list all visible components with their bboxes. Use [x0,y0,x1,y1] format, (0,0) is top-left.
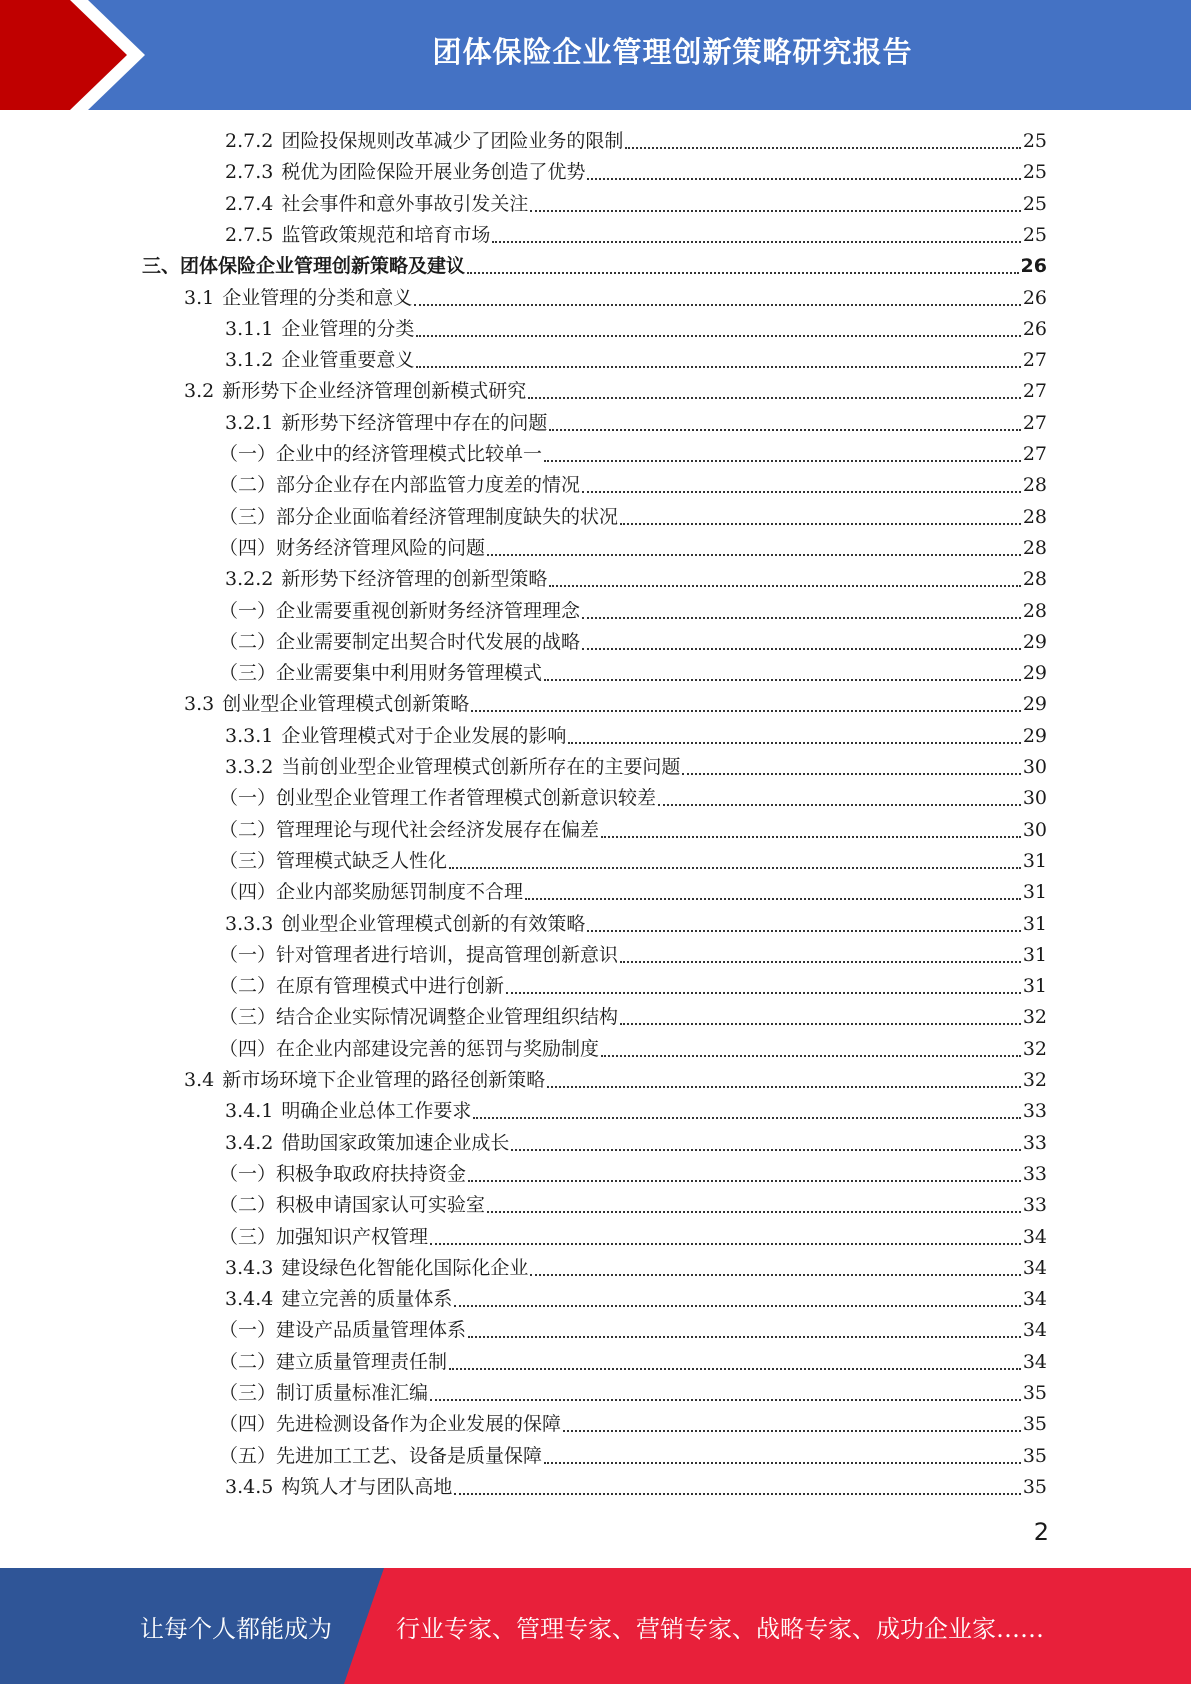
toc-entry[interactable] [219,846,1047,877]
toc-entry-number: 2.7.4 [225,193,274,215]
toc-entry-page: 29 [1022,662,1047,684]
toc-entry[interactable] [219,1034,1047,1065]
toc-dot-leader [549,585,1020,587]
toc-entry[interactable] [225,1284,1047,1315]
toc-dot-leader [430,1399,1021,1401]
toc-entry[interactable] [219,596,1047,627]
toc-entry-page: 30 [1022,756,1047,778]
toc-dot-leader [511,1149,1020,1151]
toc-entry-title: 建立完善的质量体系 [281,1288,453,1310]
toc-entry-page: 31 [1022,975,1047,997]
toc-dot-leader [530,1274,1020,1276]
toc-dot-leader [620,961,1021,963]
toc-entry[interactable] [225,345,1047,376]
toc-entry[interactable] [219,1002,1047,1033]
toc-entry[interactable] [219,877,1047,908]
toc-dot-leader [487,1211,1021,1213]
toc-dot-leader [658,804,1021,806]
toc-entry[interactable] [219,439,1047,470]
toc-entry-title: （一）创业型企业管理工作者管理模式创新意识较差 [219,787,657,809]
toc-entry-title: （四）企业内部奖励惩罚制度不合理 [219,881,524,903]
toc-dot-leader [471,710,1021,712]
toc-entry-number: 3.3.3 [225,913,274,935]
page-footer [0,1568,1191,1684]
toc-entry-page: 29 [1022,693,1047,715]
toc-dot-leader [563,1430,1021,1432]
toc-entry-number: 3.2.1 [225,412,274,434]
toc-entry-page: 28 [1022,474,1047,496]
toc-entry-title: 创业型企业管理模式创新策略 [222,693,470,715]
toc-entry-page: 34 [1022,1351,1047,1373]
toc-entry-number: 3.1 [184,287,215,309]
toc-entry-title: （四）财务经济管理风险的问题 [219,537,486,559]
toc-entry-page: 32 [1022,1038,1047,1060]
toc-entry-page: 31 [1022,850,1047,872]
toc-entry-page: 33 [1022,1100,1047,1122]
footer-slogan-left: 让每个人都能成为 [140,1614,332,1643]
toc-dot-leader [473,1117,1020,1119]
toc-dot-leader [582,491,1021,493]
toc-dot-leader [601,836,1021,838]
toc-dot-leader [467,272,1019,274]
toc-entry-page: 27 [1022,443,1047,465]
toc-entry-title: （三）部分企业面临着经济管理制度缺失的状况 [219,506,619,528]
toc-entry-title: 企业管理模式对于企业发展的影响 [281,725,567,747]
toc-dot-leader [601,1055,1021,1057]
toc-dot-leader [549,429,1020,431]
toc-entry-title: （五）先进加工工艺、设备是质量保障 [219,1445,543,1467]
toc-entry-title: （三）制订质量标准汇编 [219,1382,429,1404]
toc-entry-page: 34 [1022,1257,1047,1279]
toc-entry-title: （一）针对管理者进行培训，提高管理创新意识 [219,944,619,966]
toc-entry[interactable] [225,752,1047,783]
toc-entry-page: 29 [1022,631,1047,653]
toc-entry[interactable] [184,689,1047,720]
toc-entry-title: 社会事件和意外事故引发关注 [281,193,529,215]
toc-entry[interactable] [219,658,1047,689]
toc-entry-page: 31 [1022,944,1047,966]
toc-entry-title: （二）积极申请国家认可实验室 [219,1194,486,1216]
toc-entry-page: 33 [1022,1163,1047,1185]
toc-entry-page: 34 [1022,1319,1047,1341]
toc-entry-title: 借助国家政策加速企业成长 [281,1132,510,1154]
toc-entry-number: 3.2 [184,380,215,402]
toc-entry[interactable] [225,564,1047,595]
toc-entry[interactable] [219,815,1047,846]
toc-entry-title: （二）在原有管理模式中进行创新 [219,975,505,997]
toc-dot-leader [530,210,1020,212]
toc-dot-leader [582,617,1021,619]
toc-entry[interactable] [225,1096,1047,1127]
toc-entry-page: 28 [1022,568,1047,590]
toc-entry-number: 2.7.3 [225,161,274,183]
toc-entry-title: 建设绿色化智能化国际化企业 [281,1257,529,1279]
toc-dot-leader [468,1180,1021,1182]
toc-entry-number: 2.7.2 [225,130,274,152]
toc-entry-title: 构筑人才与团队高地 [281,1476,453,1498]
toc-entry-title: （二）企业需要制定出契合时代发展的战略 [219,631,581,653]
toc-entry[interactable] [142,251,1047,282]
toc-entry-number: 3.4.5 [225,1476,274,1498]
toc-entry-page: 31 [1022,881,1047,903]
toc-entry[interactable] [225,314,1047,345]
toc-entry[interactable] [219,783,1047,814]
toc-entry[interactable] [184,1065,1047,1096]
toc-entry-title: （三）结合企业实际情况调整企业管理组织结构 [219,1006,619,1028]
toc-dot-leader [587,178,1020,180]
toc-entry-page: 35 [1022,1413,1047,1435]
toc-entry-page: 35 [1022,1382,1047,1404]
toc-entry-page: 30 [1022,819,1047,841]
toc-dot-leader [625,147,1020,149]
toc-entry-page: 27 [1022,412,1047,434]
toc-dot-leader [449,867,1021,869]
toc-entry-title: 团险投保规则改革减少了团险业务的限制 [281,130,624,152]
toc-entry-page: 25 [1022,224,1047,246]
toc-dot-leader [449,1368,1021,1370]
toc-entry-title: （二）管理理论与现代社会经济发展存在偏差 [219,819,600,841]
toc-entry[interactable] [219,1315,1047,1346]
toc-entry-page: 33 [1022,1194,1047,1216]
toc-entry-page: 26 [1022,287,1047,309]
toc-dot-leader [525,898,1021,900]
toc-entry-title: 新形势下企业经济管理创新模式研究 [222,380,527,402]
toc-entry[interactable] [219,1378,1047,1409]
toc-entry[interactable] [219,1222,1047,1253]
toc-entry-number: 3.4.3 [225,1257,274,1279]
toc-entry-number: 3.3.1 [225,725,274,747]
toc-dot-leader [416,335,1020,337]
toc-entry-page: 28 [1022,506,1047,528]
toc-entry-page: 27 [1022,380,1047,402]
toc-entry-number: 3.4 [184,1069,215,1091]
toc-entry-title: 企业管重要意义 [281,349,415,371]
toc-entry-page: 32 [1022,1069,1047,1091]
toc-entry-title: （一）企业中的经济管理模式比较单一 [219,443,543,465]
toc-entry-page: 34 [1022,1288,1047,1310]
toc-entry-page: 25 [1022,193,1047,215]
toc-dot-leader [454,1493,1020,1495]
toc-entry[interactable] [225,157,1047,188]
toc-entry-page: 34 [1022,1226,1047,1248]
toc-entry[interactable] [219,533,1047,564]
toc-entry[interactable] [225,189,1047,220]
toc-entry[interactable] [225,408,1047,439]
toc-dot-leader [682,773,1020,775]
toc-dot-leader [414,304,1021,306]
toc-dot-leader [487,554,1021,556]
toc-entry-title: （三）管理模式缺乏人性化 [219,850,448,872]
toc-entry-page: 26 [1022,318,1047,340]
toc-entry-title: （二）部分企业存在内部监管力度差的情况 [219,474,581,496]
toc-dot-leader [454,1305,1020,1307]
toc-entry-number: 3.4.4 [225,1288,274,1310]
toc-entry-page: 32 [1022,1006,1047,1028]
toc-entry[interactable] [225,1472,1047,1503]
toc-entry-title: （一）积极争取政府扶持资金 [219,1163,467,1185]
toc-entry-page: 27 [1022,349,1047,371]
toc-entry[interactable] [184,376,1047,407]
toc-entry-number: 3.1.2 [225,349,274,371]
toc-entry-title: 企业管理的分类和意义 [222,287,413,309]
toc-entry[interactable] [219,470,1047,501]
toc-entry-number: 3.3 [184,693,215,715]
toc-entry-title: 税优为团险保险开展业务创造了优势 [281,161,586,183]
toc-entry-title: 监管政策规范和培育市场 [281,224,491,246]
toc-dot-leader [430,1243,1021,1245]
toc-entry-page: 33 [1022,1132,1047,1154]
toc-dot-leader [544,679,1021,681]
toc-entry-title: 新形势下经济管理中存在的问题 [281,412,548,434]
toc-entry-title: （四）先进检测设备作为企业发展的保障 [219,1413,562,1435]
toc-entry-title: （一）企业需要重视创新财务经济管理理念 [219,600,581,622]
toc-entry-number: 3.2.2 [225,568,274,590]
toc-entry[interactable] [225,1128,1047,1159]
toc-dot-leader [416,366,1020,368]
toc-dot-leader [506,992,1021,994]
toc-entry-number: 2.7.5 [225,224,274,246]
toc-entry[interactable] [225,1253,1047,1284]
toc-entry-title: （三）企业需要集中利用财务管理模式 [219,662,543,684]
toc-entry-number: 3.4.2 [225,1132,274,1154]
toc-entry-title: 企业管理的分类 [281,318,415,340]
toc-dot-leader [528,397,1021,399]
toc-entry[interactable] [219,1159,1047,1190]
toc-dot-leader [620,1023,1021,1025]
toc-dot-leader [620,523,1021,525]
toc-entry-page: 29 [1022,725,1047,747]
toc-entry-title: （四）在企业内部建设完善的惩罚与奖励制度 [219,1038,600,1060]
toc-entry[interactable] [184,283,1047,314]
toc-entry[interactable] [219,1409,1047,1440]
toc-entry[interactable] [225,126,1047,157]
toc-entry-title: （三）加强知识产权管理 [219,1226,429,1248]
toc-entry[interactable] [225,721,1047,752]
toc-dot-leader [544,460,1021,462]
toc-entry-page: 25 [1022,161,1047,183]
toc-entry-page: 30 [1022,787,1047,809]
toc-dot-leader [547,1086,1021,1088]
toc-entry[interactable] [219,940,1047,971]
toc-entry-page: 26 [1020,255,1047,277]
toc-entry-page: 28 [1022,600,1047,622]
toc-entry-title: 新市场环境下企业管理的路径创新策略 [222,1069,546,1091]
toc-dot-leader [568,742,1020,744]
page-number: 2 [1033,1518,1049,1546]
toc-entry-title: 明确企业总体工作要求 [281,1100,472,1122]
document-title: 团体保险企业管理创新策略研究报告 [432,34,913,69]
toc-entry[interactable] [219,1347,1047,1378]
toc-entry-title: 当前创业型企业管理模式创新所存在的主要问题 [281,756,681,778]
toc-dot-leader [544,1462,1021,1464]
footer-slogan-right: 行业专家、管理专家、营销专家、战略专家、成功企业家…… [396,1614,1044,1643]
toc-entry-page: 31 [1022,913,1047,935]
toc-entry-number: 3.3.2 [225,756,274,778]
toc-entry[interactable] [219,971,1047,1002]
toc-entry-title: （二）建立质量管理责任制 [219,1351,448,1373]
toc-entry[interactable] [219,627,1047,658]
toc-entry-page: 35 [1022,1445,1047,1467]
toc-dot-leader [587,930,1020,932]
toc-entry[interactable] [225,220,1047,251]
toc-entry-title: （一）建设产品质量管理体系 [219,1319,467,1341]
toc-entry[interactable] [225,909,1047,940]
toc-dot-leader [582,648,1021,650]
toc-entry-page: 28 [1022,537,1047,559]
toc-entry[interactable] [219,502,1047,533]
toc-entry[interactable] [219,1441,1047,1472]
toc-entry-page: 35 [1022,1476,1047,1498]
toc-entry-page: 25 [1022,130,1047,152]
toc-entry-title: 创业型企业管理模式创新的有效策略 [281,913,586,935]
page-header [0,0,1191,110]
toc-dot-leader [492,241,1020,243]
toc-entry[interactable] [219,1190,1047,1221]
toc-entry-title: 新形势下经济管理的创新型策略 [281,568,548,590]
toc-entry-number: 3.1.1 [225,318,274,340]
toc-dot-leader [468,1336,1021,1338]
toc-entry-title: 三、团体保险企业管理创新策略及建议 [142,255,466,277]
toc-entry-number: 3.4.1 [225,1100,274,1122]
